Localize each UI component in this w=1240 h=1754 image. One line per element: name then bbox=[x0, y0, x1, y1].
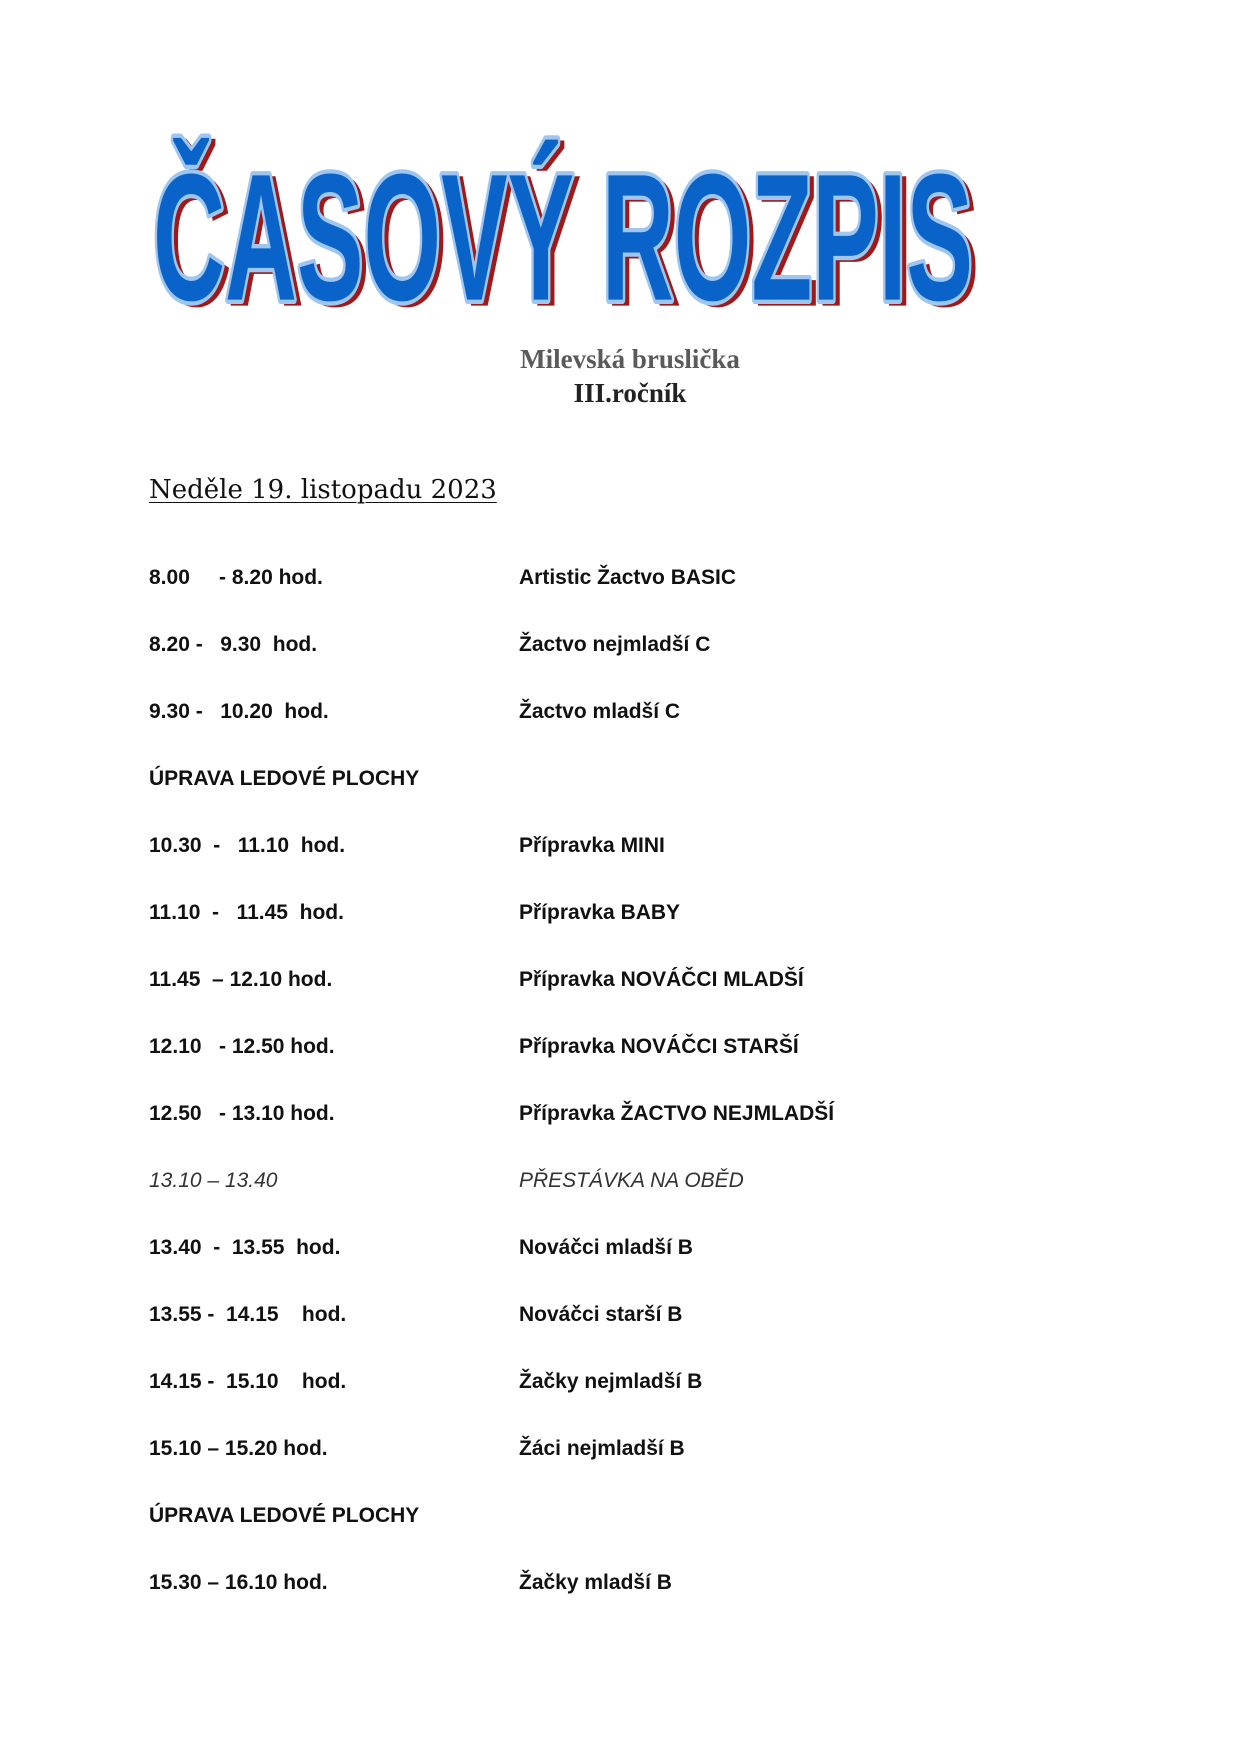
schedule-category: Nováčci starší B bbox=[519, 1303, 683, 1326]
schedule-row bbox=[149, 1370, 1149, 1437]
schedule-time: 9.30 - 10.20 hod. bbox=[149, 700, 329, 723]
schedule-time: 11.10 - 11.45 hod. bbox=[149, 901, 344, 924]
schedule-category: Žačky mladší B bbox=[519, 1571, 672, 1594]
schedule-category: Přípravka ŽACTVO NEJMLADŠÍ bbox=[519, 1102, 835, 1125]
title-shadow: ČASOVÝ ROZPIS bbox=[158, 139, 978, 342]
schedule-category: Přípravka BABY bbox=[519, 901, 681, 924]
schedule-time: 14.15 - 15.10 hod. bbox=[149, 1370, 347, 1393]
schedule-category: Nováčci mladší B bbox=[519, 1236, 693, 1259]
schedule-time: 13.10 – 13.40 bbox=[149, 1169, 278, 1192]
schedule-row bbox=[149, 700, 1149, 767]
title-text: ČASOVÝ ROZPIS bbox=[153, 136, 973, 339]
schedule-row bbox=[149, 633, 1149, 700]
schedule-time: 13.55 - 14.15 hod. bbox=[149, 1303, 347, 1326]
schedule-note: ÚPRAVA LEDOVÉ PLOCHY bbox=[149, 767, 420, 790]
schedule-row bbox=[149, 566, 1149, 633]
title-wordart bbox=[144, 136, 984, 342]
schedule-row bbox=[149, 1035, 1149, 1102]
date-heading: Neděle 19. listopadu 2023 bbox=[149, 475, 497, 505]
title-outline: ČASOVÝ ROZPIS bbox=[153, 136, 973, 339]
schedule-row bbox=[149, 901, 1149, 968]
schedule-row bbox=[149, 968, 1149, 1035]
title-wordart-graphic bbox=[144, 136, 984, 342]
schedule-row bbox=[149, 1504, 1149, 1571]
schedule-category: Artistic Žactvo BASIC bbox=[519, 566, 737, 589]
schedule-time: 15.30 – 16.10 hod. bbox=[149, 1571, 328, 1594]
schedule-category: PŘESTÁVKA NA OBĚD bbox=[519, 1169, 744, 1192]
schedule-row bbox=[149, 1571, 1149, 1638]
schedule-time: 11.45 – 12.10 hod. bbox=[149, 968, 333, 991]
schedule-category: Přípravka NOVÁČCI MLADŠÍ bbox=[519, 968, 804, 991]
schedule-note: ÚPRAVA LEDOVÉ PLOCHY bbox=[149, 1504, 420, 1527]
schedule-category: Přípravka NOVÁČCI STARŠÍ bbox=[519, 1035, 799, 1058]
schedule-category: Žactvo mladší C bbox=[519, 700, 681, 723]
schedule-time: 8.20 - 9.30 hod. bbox=[149, 633, 318, 656]
schedule-time: 13.40 - 13.55 hod. bbox=[149, 1236, 341, 1259]
edition-label: III.ročník bbox=[573, 378, 687, 408]
schedule-category: Žactvo nejmladší C bbox=[519, 633, 711, 656]
schedule-category: Žačky nejmladší B bbox=[519, 1370, 703, 1393]
schedule-time: 8.00 - 8.20 hod. bbox=[149, 566, 323, 589]
schedule-row bbox=[149, 1102, 1149, 1169]
schedule-category: Přípravka MINI bbox=[519, 834, 665, 857]
event-name: Milevská bruslička bbox=[520, 344, 740, 374]
schedule-row bbox=[149, 1236, 1149, 1303]
schedule-row bbox=[149, 1169, 1149, 1236]
schedule-row bbox=[149, 767, 1149, 834]
schedule-row bbox=[149, 1303, 1149, 1370]
schedule-category: Žáci nejmladší B bbox=[519, 1437, 685, 1460]
schedule-row bbox=[149, 1437, 1149, 1504]
schedule-time: 12.50 - 13.10 hod. bbox=[149, 1102, 335, 1125]
schedule-time: 12.10 - 12.50 hod. bbox=[149, 1035, 335, 1058]
schedule-list bbox=[149, 566, 1149, 1638]
schedule-row bbox=[149, 834, 1149, 901]
schedule-time: 10.30 - 11.10 hod. bbox=[149, 834, 346, 857]
schedule-time: 15.10 – 15.20 hod. bbox=[149, 1437, 328, 1460]
